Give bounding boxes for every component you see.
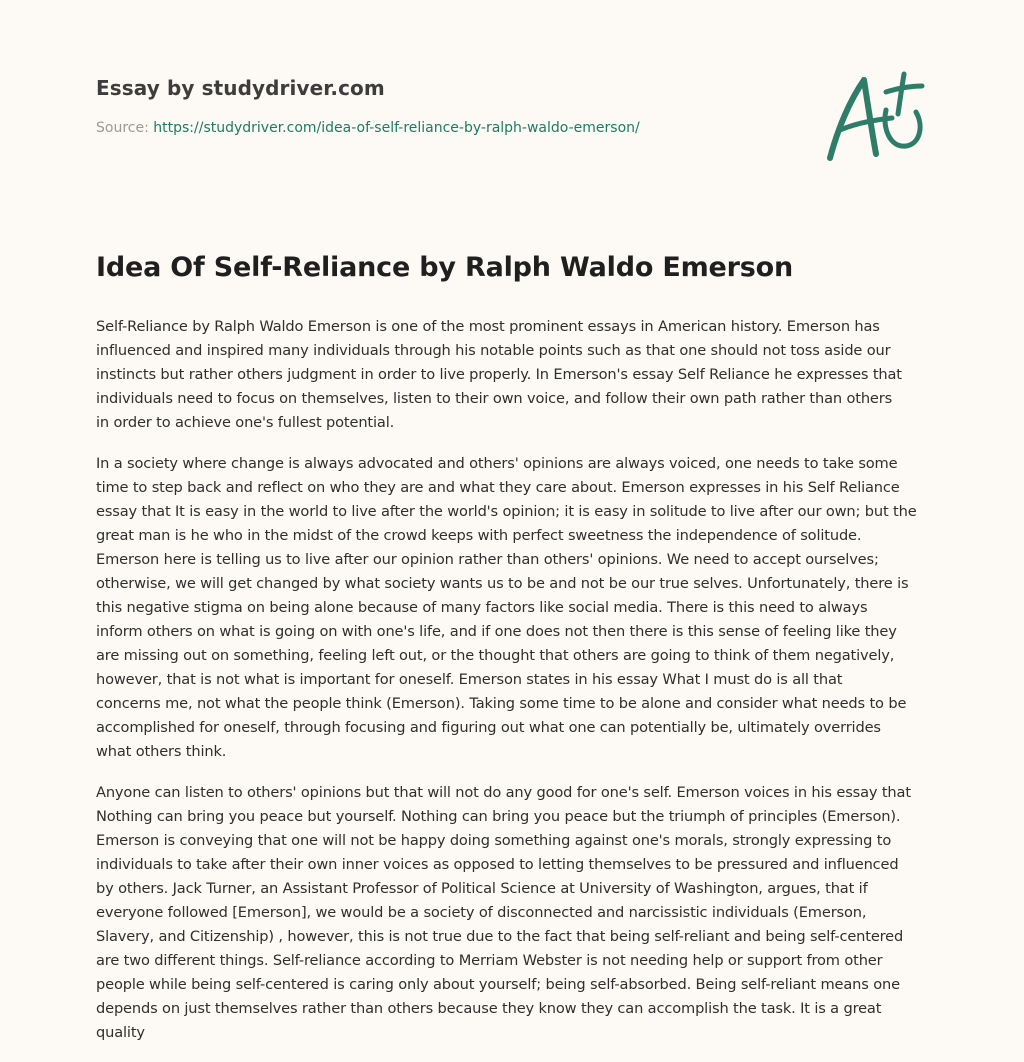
site-brand: Essay by studydriver.com	[96, 76, 385, 100]
essay-title: Idea Of Self-Reliance by Ralph Waldo Emerson	[96, 252, 794, 283]
source-link[interactable]: https://studydriver.com/idea-of-self-reliance-by-ralph-waldo-emerson/	[153, 120, 640, 136]
essay-paragraph: In a society where change is always advocated and others' opinions are always voiced, one needs to take some time to step back and reflect on who they are and what they care about. Emerson expresses in his Self Reliance essay that It is easy in the world to live after the world's opinion; it is easy in solitude to live after our own; but the great man is he who in the midst of the crowd keeps with perfect sweetness the independence of solitude. Emerson here is telling us to live after our opinion rather than others' opinions. We need to accept ourselves; otherwise, we will get changed by what society wants us to be and not be our true selves. Unfortunately, there is this negative stigma on being alone because of many factors like social media. There is this need to always inform others on what is going on with one's life, and if one does not then there is this sense of feeling like they are missing out on something, feeling left out, or the thought that others are going to think of them negatively, however, that is not what is important for oneself. Emerson states in his essay What I must do is all that concerns me, not what the people think (Emerson). Taking some time to be alone and consider what needs to be accomplished for oneself, through focusing and figuring out what one can potentially be, ultimately overrides what others think.	[96, 455, 917, 760]
source-label: Source:	[96, 120, 149, 136]
essay-body	[96, 315, 934, 1062]
a-plus-logo-icon	[820, 66, 930, 166]
a-plus-logo	[820, 66, 930, 166]
page-header	[96, 76, 796, 136]
source-line	[96, 120, 796, 136]
essay-paragraph: Anyone can listen to others' opinions but that will not do any good for one's self. Emerson voices in his essay that Nothing can bring you peace but yourself. Nothing can bring you peace but the triumph of principles (Emerson). Emerson is conveying that one will not be happy doing something against one's morals, strongly expressing to individuals to take after their own inner voices as opposed to letting themselves to be pressured and influenced by others. Jack Turner, an Assistant Professor of Political Science at University of Washington, argues, that if everyone followed [Emerson], we would be a society of disconnected and narcissistic individuals (Emerson, Slavery, and Citizenship) , however, this is not true due to the fact that being self-reliant and being self-centered are two different things. Self-reliance according to Merriam Webster is not needing help or support from other people while being self-centered is caring only about yourself; being self-absorbed. Being self-reliant means one depends on just themselves rather than others because they know they can accomplish the task. It is a great quality	[96, 784, 911, 1041]
essay-paragraph: Self-Reliance by Ralph Waldo Emerson is one of the most prominent essays in American history. Emerson has influenced and inspired many individuals through his notable points such as that one should not toss aside our instincts but rather others judgment in order to live properly. In Emerson's essay Self Reliance he expresses that individuals need to focus on themselves, listen to their own voice, and follow their own path rather than others in order to achieve one's fullest potential.	[96, 318, 902, 431]
